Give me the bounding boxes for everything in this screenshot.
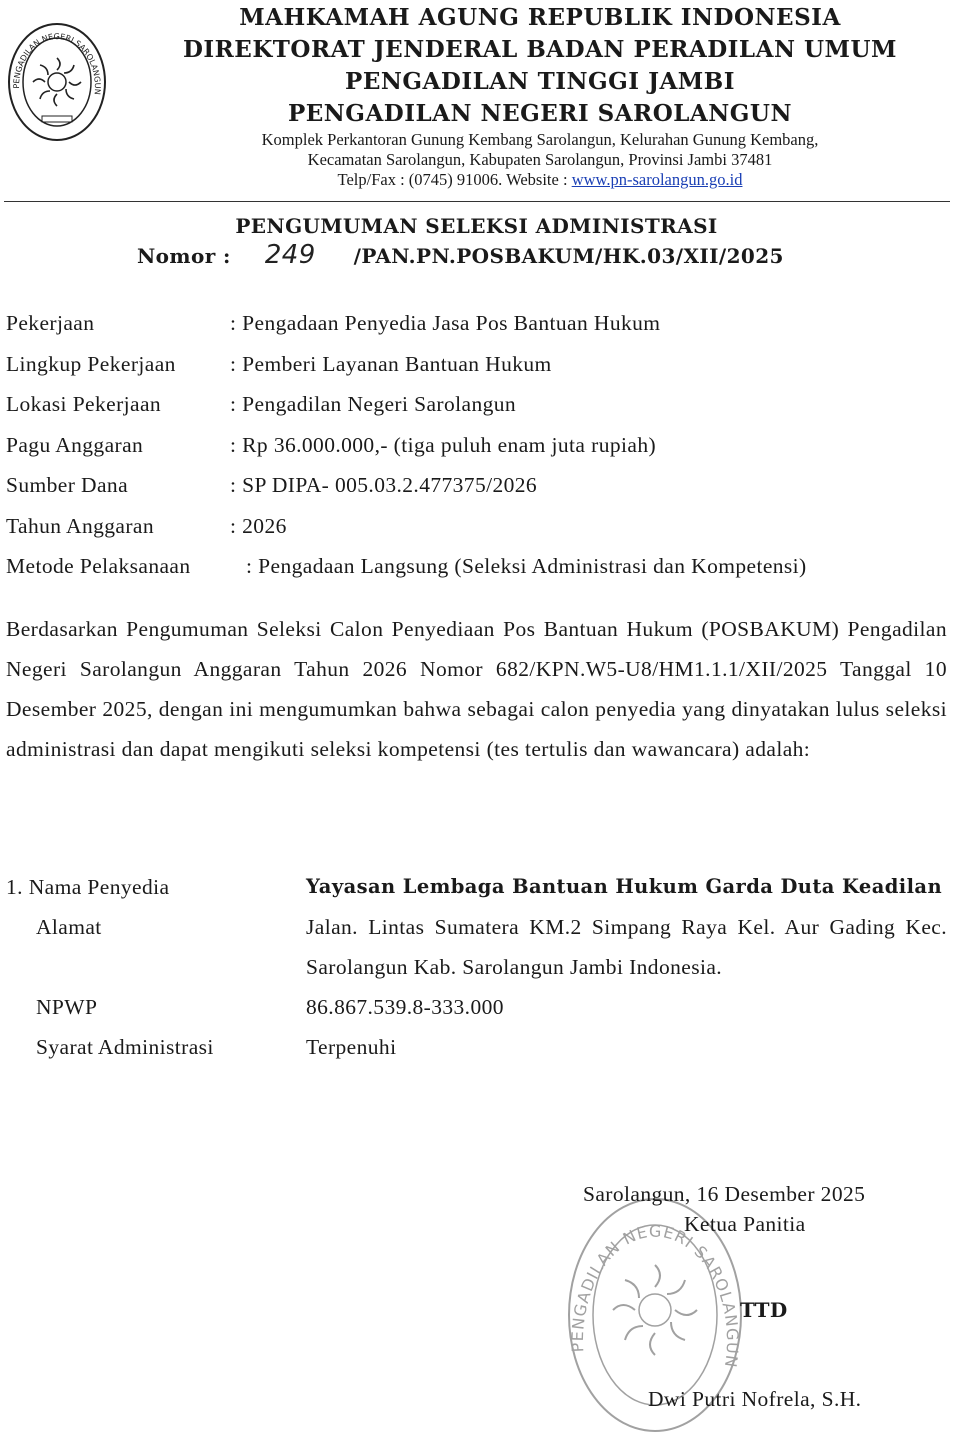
handwritten-number: 249 <box>264 240 316 270</box>
letterhead-line-3: PENGADILAN TINGGI JAMBI <box>345 68 735 95</box>
letterhead-contact <box>130 170 950 190</box>
letterhead-address-2: Kecamatan Sarolangun, Kabupaten Sarolangun, Provinsi Jambi 37481 <box>307 150 773 169</box>
info-row <box>6 554 807 595</box>
info-key: Pekerjaan <box>6 311 95 335</box>
info-key: Pagu Anggaran <box>6 432 144 457</box>
info-key: Sumber Dana <box>6 473 129 497</box>
website-link[interactable]: www.pn-sarolangun.go.id <box>571 170 743 189</box>
provider-address-value: Jalan. Lintas Sumatera KM.2 Simpang Raya Kel. Aur Gading Kec. Sarolangun Kab. Sarolangun Jambi Indonesia. <box>306 915 947 979</box>
provider-address-row <box>6 907 947 987</box>
stamp-ring-text: PENGADILAN NEGERI SAROLANGUN <box>567 1221 743 1370</box>
provider-name-value: Yayasan Lembaga Bantuan Hukum Garda Duta Keadilan <box>306 875 943 898</box>
info-row <box>6 473 807 514</box>
provider-npwp-label: NPWP <box>36 995 98 1019</box>
svg-text:PENGADILAN NEGERI SAROLANGUN <box>12 32 102 95</box>
signature-ttd: TTD <box>740 1298 788 1322</box>
svg-text:PENGADILAN NEGERI SAROLANGUN <box>568 1222 742 1370</box>
announcement-paragraph: Berdasarkan Pengumuman Seleksi Calon Penyediaan Pos Bantuan Hukum (POSBAKUM) Pengadilan Negeri Sarolangun Anggaran Tahun 2026 Nomor 682/KPN.W5-U8/HM1.1.1/XII/2025 Tanggal 10 Desember 2025, dengan ini mengumumkan bahwa sebagai calon penyedia yang dinyatakan lulus seleksi administrasi dan dapat mengikuti seleksi kompetensi (tes tertulis dan wawancara) adalah: <box>6 617 947 761</box>
provider-name-label: 1. Nama Penyedia <box>6 875 170 899</box>
info-value: : Pengadaan Langsung (Seleksi Administrasi dan Kompetensi) <box>246 554 807 578</box>
info-value: : Pengadaan Penyedia Jasa Pos Bantuan Hukum <box>230 311 661 335</box>
letterhead-line-2: DIREKTORAT JENDERAL BADAN PERADILAN UMUM <box>182 36 898 63</box>
document-number <box>137 240 784 270</box>
document-title: PENGUMUMAN SELEKSI ADMINISTRASI <box>235 214 718 238</box>
nomor-suffix: /PAN.PN.POSBAKUM/HK.03/XII/2025 <box>353 244 784 268</box>
info-row <box>6 392 807 433</box>
provider-syarat-value: Terpenuhi <box>306 1035 397 1059</box>
provider-name-row <box>6 867 947 907</box>
provider-address-label: Alamat <box>36 915 102 939</box>
letterhead-line-4: PENGADILAN NEGERI SAROLANGUN <box>287 100 793 127</box>
provider-npwp-value: 86.867.539.8-333.000 <box>306 995 504 1019</box>
info-key: Lingkup Pekerjaan <box>6 351 176 376</box>
letterhead <box>130 2 950 190</box>
info-row <box>6 311 807 352</box>
info-value: : 2026 <box>230 513 287 538</box>
info-value: : Pengadilan Negeri Sarolangun <box>230 392 517 416</box>
signature-name: Dwi Putri Nofrela, S.H. <box>648 1387 862 1411</box>
letterhead-line-1: MAHKAMAH AGUNG REPUBLIK INDONESIA <box>239 4 841 31</box>
info-key: Tahun Anggaran <box>6 513 154 538</box>
court-emblem-icon <box>6 20 108 144</box>
info-key: Lokasi Pekerjaan <box>6 392 162 416</box>
provider-npwp-row <box>6 987 947 1027</box>
provider-syarat-row <box>6 1027 947 1067</box>
info-value: : Pemberi Layanan Bantuan Hukum <box>230 351 552 376</box>
signature-place-date: Sarolangun, 16 Desember 2025 <box>583 1182 866 1206</box>
provider-syarat-label: Syarat Administrasi <box>36 1035 214 1059</box>
letterhead-divider <box>4 201 950 202</box>
info-value: : Rp 36.000.000,- (tiga puluh enam juta rupiah) <box>230 432 657 457</box>
info-table <box>6 311 807 595</box>
contact-text: Telp/Fax : (0745) 91006. Website : <box>337 170 572 189</box>
info-row <box>6 352 807 393</box>
info-row <box>6 514 807 555</box>
info-value: : SP DIPA- 005.03.2.477375/2026 <box>230 473 538 497</box>
letterhead-address-1: Komplek Perkantoran Gunung Kembang Sarolangun, Kelurahan Gunung Kembang, <box>261 130 819 149</box>
provider-section <box>6 867 947 1067</box>
signature-position: Ketua Panitia <box>684 1212 806 1236</box>
info-row <box>6 433 807 474</box>
info-key: Metode Pelaksanaan <box>6 554 191 578</box>
nomor-label: Nomor : <box>137 244 231 268</box>
logo-ring-text: PENGADILAN NEGERI SAROLANGUN <box>11 32 103 96</box>
